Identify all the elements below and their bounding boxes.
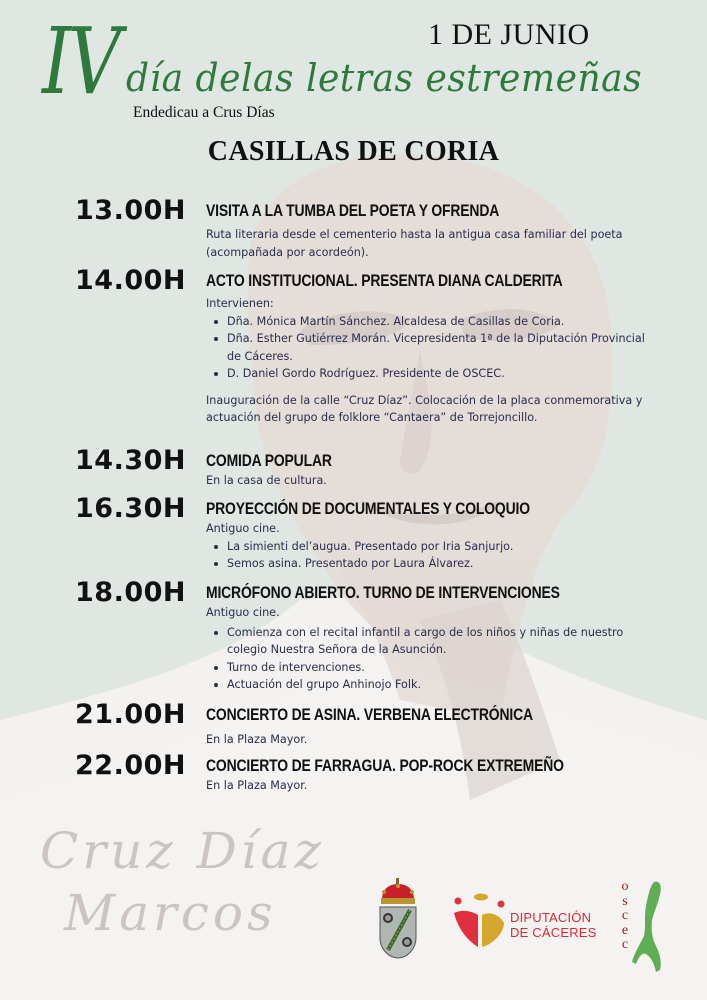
list-item: D. Daniel Gordo Rodríguez. Presidente de OSCEC.	[227, 365, 646, 383]
extremadura-map-icon	[632, 878, 666, 976]
municipal-crest-icon	[376, 878, 420, 960]
event-description: En la Plaza Mayor.	[206, 733, 308, 746]
event-description: En la Plaza Mayor.	[206, 779, 308, 792]
event-title: día delas letras estremeñas	[126, 56, 643, 100]
list-item: Dña. Mónica Martín Sánchez. Alcaldesa de Casillas de Coria.	[227, 313, 646, 331]
oscec-letter: s	[622, 893, 628, 909]
event-time: 18.00H	[75, 577, 186, 608]
signature-line: Marcos	[64, 884, 277, 942]
event-heading: COMIDA POPULAR	[206, 451, 332, 470]
list-item: La simienti del’augua. Presentado por Iria Sanjurjo.	[227, 538, 646, 556]
oscec-letter: c	[621, 908, 629, 923]
event-heading: ACTO INSTITUCIONAL. PRESENTA DIANA CALDERITA	[206, 271, 563, 290]
dedication: Endedicau a Crus Días	[133, 104, 275, 121]
event-heading: CONCIERTO DE ASINA. VERBENA ELECTRÓNICA	[206, 705, 533, 724]
event-heading: MICRÓFONO ABIERTO. TURNO DE INTERVENCIONES	[206, 583, 560, 602]
event-date: 1 DE JUNIO	[428, 18, 590, 51]
list-item: Semos asina. Presentado por Laura Álvarez.	[227, 555, 646, 573]
diputacion-line: DE CÁCERES	[510, 925, 597, 940]
oscec-letter: o	[621, 879, 629, 894]
event-time: 14.00H	[75, 265, 186, 296]
town-name: CASILLAS DE CORIA	[207, 136, 500, 167]
oscec-letter: e	[621, 922, 629, 938]
event-time: 16.30H	[75, 493, 186, 524]
event-time: 22.00H	[75, 750, 186, 781]
event-time: 13.00H	[75, 195, 186, 226]
event-time: 14.30H	[75, 445, 186, 476]
event-heading: PROYECCIÓN DE DOCUMENTALES Y COLOQUIO	[206, 499, 530, 518]
event-heading: CONCIERTO DE FARRAGUA. POP-ROCK EXTREMEÑO	[206, 756, 564, 775]
event-description: En la casa de cultura.	[206, 474, 327, 487]
signature-line: Cruz Díaz	[40, 822, 325, 880]
list-item: Actuación del grupo Anhinojo Folk.	[227, 676, 646, 694]
list-item: Turno de intervenciones.	[227, 659, 646, 677]
speakers-list	[206, 313, 646, 383]
event-time: 21.00H	[75, 699, 186, 730]
event-intro: Intervienen:	[206, 297, 274, 310]
documentaries-list	[206, 538, 646, 573]
event-intro: Antiguo cine.	[206, 522, 280, 535]
event-description: Ruta literaria desde el cementerio hasta la antigua casa familiar del poeta (acompañada por acordeón).	[206, 228, 623, 259]
event-heading: VISITA A LA TUMBA DEL POETA Y OFRENDA	[206, 201, 500, 220]
event-intro: Antiguo cine.	[206, 606, 280, 619]
list-item: Dña. Esther Gutiérrez Morán. Vicepresidenta 1ª de la Diputación Provincial de Cáceres.	[227, 330, 646, 365]
edition-roman-numeral: IV	[42, 8, 118, 115]
event-description: Inauguración de la calle “Cruz Díaz”. Colocación de la placa conmemorativa y actuación del grupo de folklore “Cantaera” de Torrejoncillo.	[206, 393, 643, 424]
diputacion-name	[510, 910, 597, 940]
activities-list	[206, 624, 646, 694]
oscec-letter: c	[621, 937, 629, 952]
list-item: Comienza con el recital infantil a cargo de los niños y niñas de nuestro colegio Nuestra Señora de la Asunción.	[227, 624, 646, 659]
diputacion-logo-icon	[452, 893, 506, 949]
oscec-letters	[618, 880, 632, 953]
diputacion-line: DIPUTACIÓN	[510, 910, 592, 925]
signature	[40, 820, 325, 944]
